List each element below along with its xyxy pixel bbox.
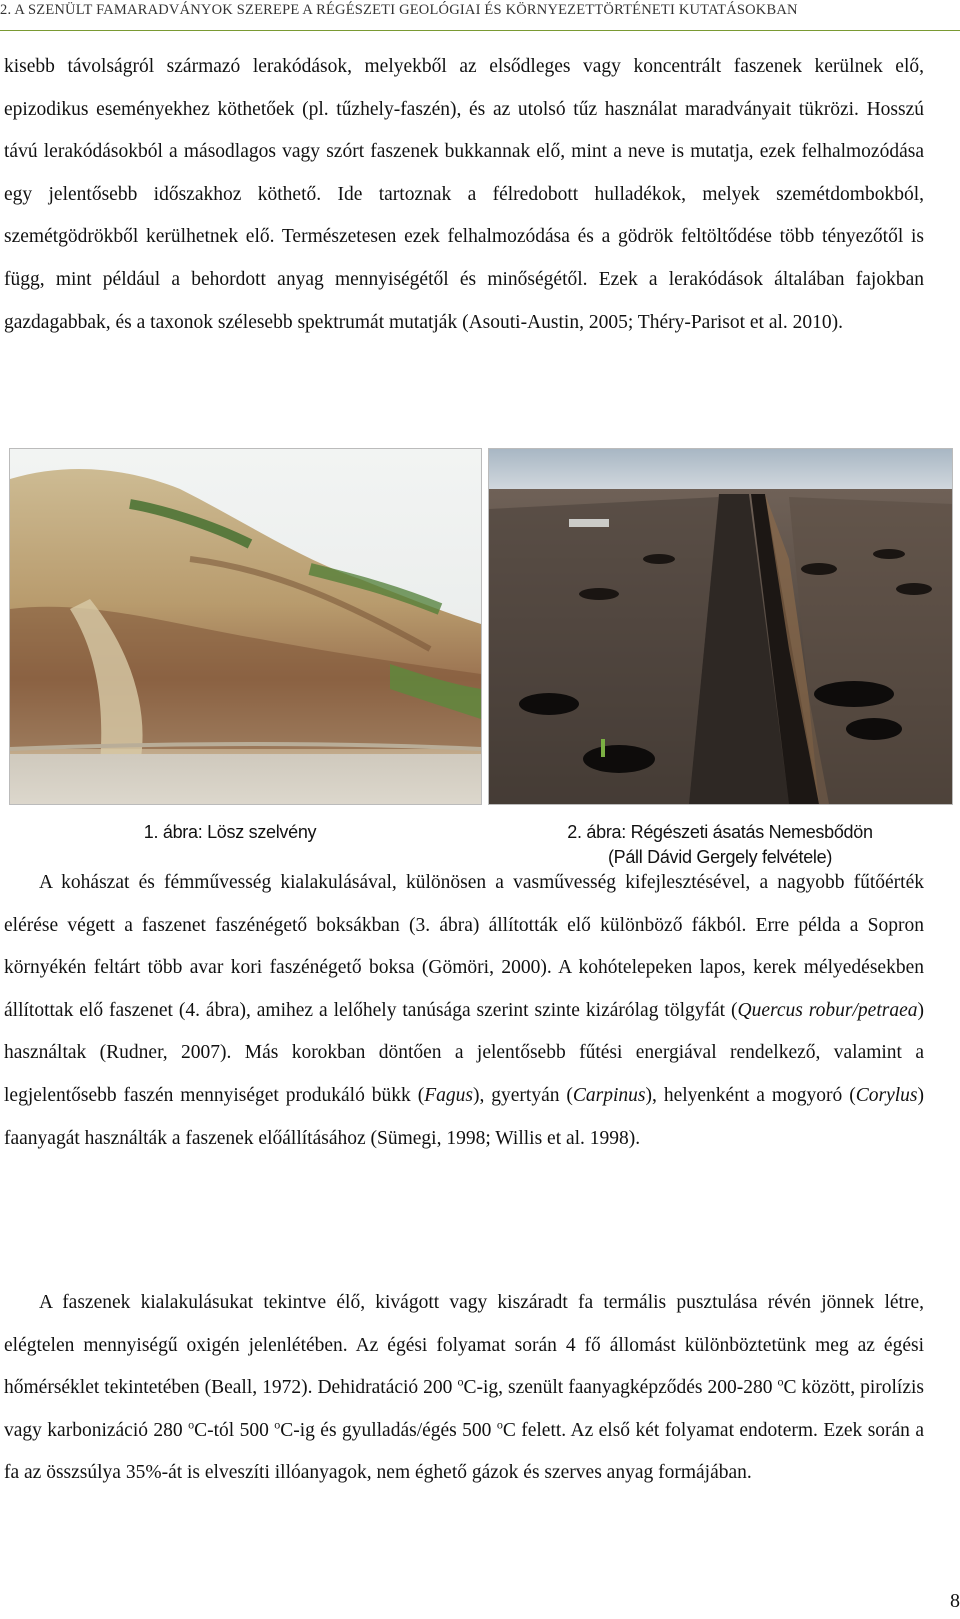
- paragraph-1: kisebb távolságról származó lerakódások, melyekből az elsődleges vagy koncentrált faszenek kerülnek elő, epizodikus eseményekhez köthetőek (pl. tűzhely-faszén), és az utolsó tűz használat maradványait tükrözi. Hosszú távú lerakódásokból a másodlagos vagy szórt faszenek bukkannak elő, mint a neve is mutatja, ezek felhalmozódása egy jelentősebb időszakhoz köthető. Ide tartoznak a félredobott hulladékok, melyek szemétdombokból, szemétgödrökből kerülhetnek elő. Természetesen ezek felhalmozódása és a gödrök feltöltődése több tényezőtől is függ, mint például a behordott anyag mennyiségétől és minőségétől. Ezek a lerakódások általában fajokban gazdagabbak, és a taxonok szélesebb spektrumát mutatják (Asouti-Austin, 2005; Théry-Parisot et al. 2010).: [4, 56, 924, 333]
- figure-2-caption-title: 2. ábra: Régészeti ásatás Nemesbődön: [567, 822, 873, 842]
- paragraph-3-part-5: C-ig és gyulladás/égés 500: [280, 1419, 497, 1441]
- paragraph-2-part-5: ) faanyagát használták a faszenek előállításához (Sümegi, 1998; Willis et al. 1998).: [4, 1084, 924, 1149]
- paragraph-2-part-1: A kohászat és fémművesség kialakulásával, különösen a vasművesség kifejlesztésével, a nagyobb fűtőérték elérése végett a faszenet faszénégető boksákban (3. ábra) állították elő különböző fákból. Erre példa a Sopron környékén feltárt több avar kori faszénégető boksa (Gömöri, 2000). A kohótelepeken lapos, kerek mélyedésekben állítottak elő faszenet (4. ábra), amihez a lelőhely tanúsága szerint szinte kizárólag tölgyfát (: [4, 872, 924, 1021]
- degree-sign: o: [496, 1417, 503, 1432]
- taxon-carpinus: Carpinus: [572, 1084, 646, 1106]
- paragraph-3-part-4: C-tól 500: [194, 1419, 275, 1441]
- degree-sign: o: [274, 1417, 281, 1432]
- taxon-corylus: Corylus: [855, 1084, 918, 1106]
- degree-sign: o: [188, 1417, 195, 1432]
- figure-2-caption-credit: (Páll Dávid Gergely felvétele): [607, 847, 833, 867]
- page-number: 8: [950, 1590, 960, 1612]
- figure-1-caption: 1. ábra: Lösz szelvény: [143, 822, 317, 842]
- chapter-number: 2.: [0, 2, 12, 18]
- paragraph-2-part-4: ), helyenként a mogyoró (: [645, 1084, 856, 1106]
- paragraph-3-part-6: C felett. Az első két folyamat endoterm. Ezek során a fa az összsúlya 35%-át is elveszíti illóanyagok, nem éghető gázok és szerves anyag formájában.: [4, 1419, 924, 1484]
- degree-sign: o: [777, 1374, 784, 1389]
- paragraph-3: [4, 1282, 924, 1495]
- paragraph-2: [4, 862, 924, 1160]
- running-header: [0, 2, 960, 19]
- taxon-quercus: Quercus robur/petraea: [737, 999, 918, 1021]
- paragraph-3-part-3: C között, pirolízis vagy karbonizáció 280: [4, 1377, 924, 1441]
- paragraph-3-part-1: A faszenek kialakulásukat tekintve élő, kivágott vagy kiszáradt fa termális pusztulása révén jönnek létre, elégtelen mennyiségű oxigén jelenlétében. Az égési folyamat során 4 fő állomást különböztetünk meg az égési hőmérséklet tekintetében (Beall, 1972). Dehidratáció 200: [4, 1292, 924, 1399]
- figure-2-excavation-photo: [488, 448, 953, 805]
- paragraph-2-part-2: ) használtak (Rudner, 2007). Más korokban döntően a jelentősebb fűtési energiával rendelkező, valamint a legjelentősebb faszén mennyiséget produkáló bükk (: [4, 999, 924, 1106]
- chapter-title: A SZENÜLT FAMARADVÁNYOK SZEREPE A RÉGÉSZETI GEOLÓGIAI ÉS KÖRNYEZETTÖRTÉNETI KUTATÁSOKBAN: [14, 2, 798, 18]
- paragraph-3-part-2: C-ig, szenült faanyagképződés 200-280: [463, 1377, 778, 1399]
- header-rule: [0, 30, 960, 31]
- degree-sign: o: [457, 1374, 464, 1389]
- figure-1-loess-section-photo: [9, 448, 482, 805]
- taxon-fagus: Fagus: [424, 1084, 473, 1106]
- paragraph-2-part-3: ), gyertyán (: [472, 1084, 573, 1106]
